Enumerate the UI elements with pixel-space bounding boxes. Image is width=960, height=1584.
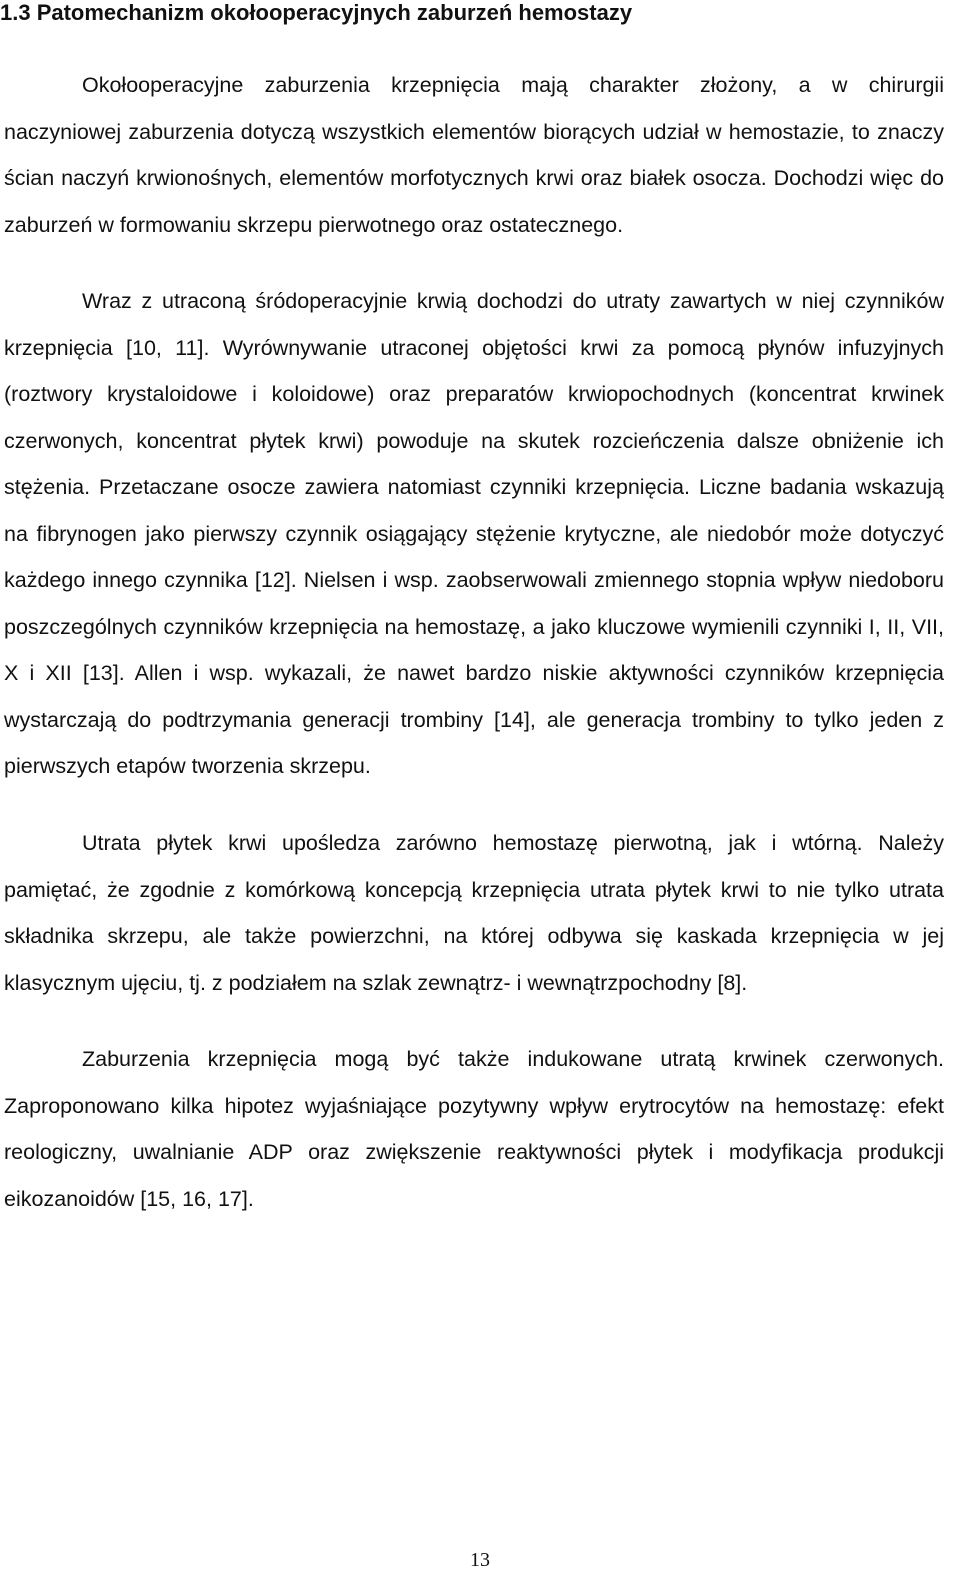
page-number: 13 [470,1549,490,1571]
paragraph-3: Utrata płytek krwi upośledza zarówno hemostazę pierwotną, jak i wtórną. Należy pamiętać, że zgodnie z komórkową koncepcją krzepnięcia utrata płytek krwi to nie tylko utrata składnika skrzepu, ale także powierzchni, na której odbywa się kaskada krzepnięcia w jej klasycznym ujęciu, tj. z podziałem na szlak zewnątrz- i wewnątrzpochodny [8]. [4,831,944,995]
paragraph-2: Wraz z utraconą śródoperacyjnie krwią dochodzi do utraty zawartych w niej czynników krzepnięcia [10, 11]. Wyrównywanie utraconej objętości krwi za pomocą płynów infuzyjnych (roztwory krystaloidowe i koloidowe) oraz preparatów krwiopochodnych (koncentrat krwinek czerwonych, koncentrat płytek krwi) powoduje na skutek rozcieńczenia dalsze obniżenie ich stężenia. Przetaczane osocze zawiera natomiast czynniki krzepnięcia. Liczne badania wskazują na fibrynogen jako pierwszy czynnik osiągający stężenie krytyczne, ale niedobór może dotyczyć każdego innego czynnika [12]. Nielsen i wsp. zaobserwowali zmiennego stopnia wpływ niedoboru poszczególnych czynników krzepnięcia na hemostazę, a jako kluczowe wymienili czynniki I, II, VII, X i XII [13]. Allen i wsp. wykazali, że nawet bardzo niskie aktywności czynników krzepnięcia wystarczają do podtrzymania generacji trombiny [14], ale generacja trombiny to tylko jeden z pierwszych etapów tworzenia skrzepu. [4,289,944,778]
section-heading: 1.3 Patomechanizm okołooperacyjnych zaburzeń hemostazy [0,0,633,25]
paragraph-4: Zaburzenia krzepnięcia mogą być także indukowane utratą krwinek czerwonych. Zaproponowano kilka hipotez wyjaśniające pozytywny wpływ erytrocytów na hemostazę: efekt reologiczny, uwalnianie ADP oraz zwiększenie reaktywności płytek i modyfikacja produkcji eikozanoidów [15, 16, 17]. [4,1047,944,1211]
paragraph-1: Okołooperacyjne zaburzenia krzepnięcia mają charakter złożony, a w chirurgii naczyniowej zaburzenia dotyczą wszystkich elementów biorących udział w hemostazie, to znaczy ścian naczyń krwionośnych, elementów morfotycznych krwi oraz białek osocza. Dochodzi więc do zaburzeń w formowaniu skrzepu pierwotnego oraz ostatecznego. [4,73,944,237]
